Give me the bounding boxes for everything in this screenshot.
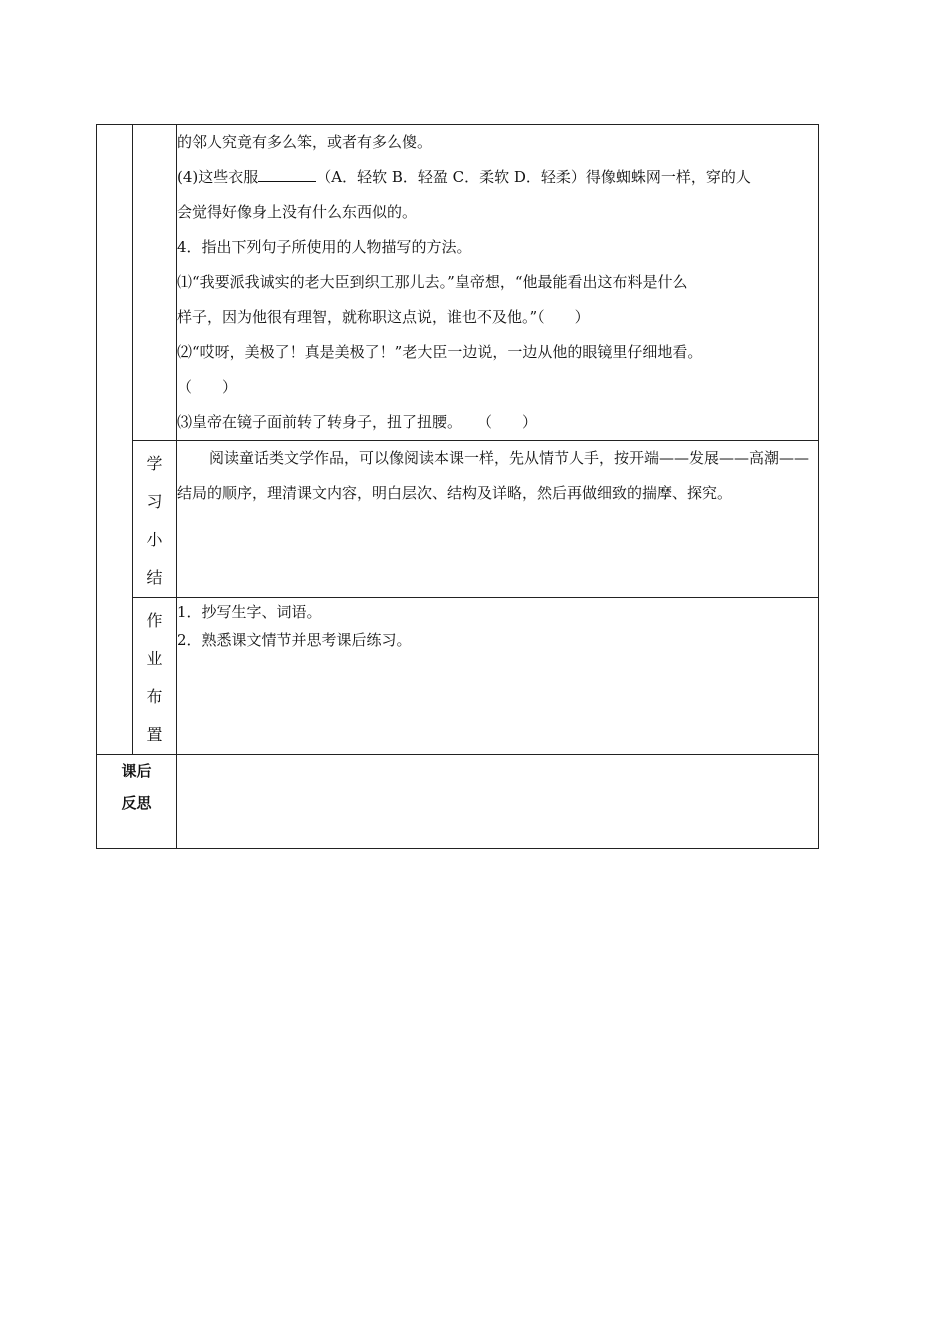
homework-item: 2．熟悉课文情节并思考课后练习。 xyxy=(177,631,412,649)
reflection-label: 课后 反思 xyxy=(97,755,177,849)
sentence-2-line-b: （ ） xyxy=(177,378,238,396)
question-heading: 4．指出下列句子所使用的人物描写的方法。 xyxy=(177,238,472,256)
inner-blank-cell xyxy=(133,125,177,441)
homework-label: 作 业 布 置 xyxy=(133,598,177,755)
homework-item: 1．抄写生字、词语。 xyxy=(177,603,322,621)
homework-cell xyxy=(177,598,819,755)
sentence-3: ⑶皇帝在镜子面前转了转身子，扭了扭腰。 （ ） xyxy=(177,413,538,431)
question-4-fill: (4)这些衣服 （A．轻软 B．轻盈 C．柔软 D．轻柔）得像蜘蛛网一样，穿的人 xyxy=(177,168,751,186)
sentence-2-line-a: ⑵“哎呀，美极了！真是美极了！”老大臣一边说，一边从他的眼镜里仔细地看。 xyxy=(177,343,703,361)
reflection-cell xyxy=(177,755,819,849)
summary-text: 阅读童话类文学作品，可以像阅读本课一样，先从情节人手，按开端——发展——高潮——结局的顺序，理清课文内容，明白层次、结构及详略，然后再做细致的揣摩、探究。 xyxy=(177,449,810,502)
lesson-table xyxy=(96,124,819,849)
answer-blank xyxy=(258,167,316,182)
question-4-continuation: 会觉得好像身上没有什么东西似的。 xyxy=(177,203,418,221)
sentence-1-line-b: 样子，因为他很有理智，就称职这点说，谁也不及他。”（ ） xyxy=(177,308,590,326)
sentence-1-line-a: ⑴“我要派我诚实的老大臣到织工那儿去。”皇帝想，“他最能看出这布料是什么 xyxy=(177,273,688,291)
study-summary-label: 学 习 小 结 xyxy=(133,441,177,598)
exercise-cell xyxy=(177,125,819,441)
outer-blank-cell xyxy=(97,125,133,755)
study-summary-cell xyxy=(177,441,819,598)
exercise-continuation: 的邻人究竟有多么笨，或者有多么傻。 xyxy=(177,133,433,151)
